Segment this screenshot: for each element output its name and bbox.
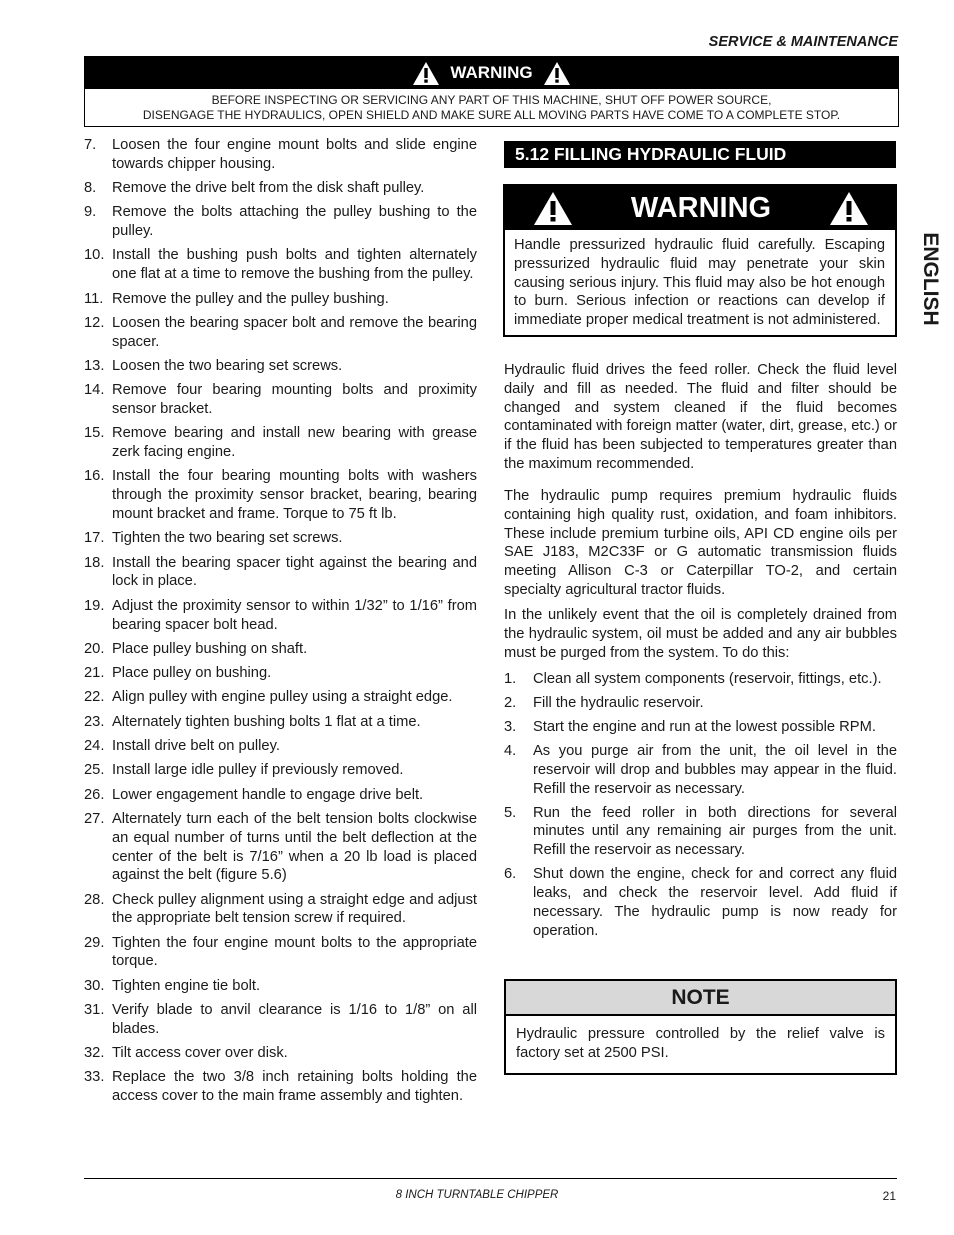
list-item — [84, 136, 477, 174]
list-item-text: Place pulley bushing on shaft. — [112, 640, 308, 657]
list-item — [84, 597, 477, 635]
list-item — [84, 1001, 477, 1039]
list-item-text: Alternately tighten bushing bolts 1 flat at a time. — [112, 713, 421, 730]
footer-rule — [84, 1178, 897, 1179]
list-item — [84, 761, 477, 780]
list-item-number: 2. — [504, 694, 517, 711]
list-item-number: 10. — [84, 247, 105, 264]
list-item-number: 21. — [84, 665, 105, 682]
list-item-number: 3. — [504, 718, 517, 735]
list-item-text: Remove the pulley and the pulley bushing. — [112, 290, 389, 307]
list-item — [84, 246, 477, 284]
list-item — [84, 688, 477, 707]
list-item — [84, 554, 477, 592]
list-item-number: 9. — [84, 204, 97, 221]
list-item-text: Install large idle pulley if previously removed. — [112, 762, 404, 779]
left-procedure-list — [84, 136, 477, 1112]
list-item-text: Install drive belt on pulley. — [112, 738, 280, 755]
list-item-text: Lower engagement handle to engage drive belt. — [112, 786, 424, 803]
list-item-text: Install the four bearing mounting bolts with washers through the proximity sensor bracket, bearing, bearing mount bracket and frame. Torque to 75 ft lb. — [112, 468, 477, 523]
list-item — [504, 718, 897, 737]
list-item-number: 5. — [504, 804, 517, 821]
list-item-text: Adjust the proximity sensor to within 1/32” to 1/16” from bearing spacer bolt head. — [112, 597, 477, 633]
list-item — [504, 804, 897, 860]
list-item — [84, 1068, 477, 1106]
list-item-number: 17. — [84, 530, 105, 547]
hydraulic-warning-box — [503, 184, 897, 337]
list-item-number: 29. — [84, 934, 105, 951]
list-item-text: Loosen the bearing spacer bolt and remove the bearing spacer. — [112, 314, 477, 350]
list-item — [84, 529, 477, 548]
list-item — [84, 977, 477, 996]
list-item-text: Remove the bolts attaching the pulley bushing to the pulley. — [112, 204, 477, 240]
list-item-number: 14. — [84, 382, 105, 399]
list-item — [84, 424, 477, 462]
list-item — [84, 381, 477, 419]
list-item-text: Install the bushing push bolts and tighten alternately one flat at a time to remove the bushing from the pulley. — [112, 247, 477, 283]
list-item — [84, 357, 477, 376]
language-tab-label: ENGLISH — [919, 232, 942, 326]
running-header: SERVICE & MAINTENANCE — [708, 34, 898, 50]
list-item-text: Replace the two 3/8 inch retaining bolts holding the access cover to the main frame assembly and tighten. — [112, 1069, 477, 1105]
list-item-number: 13. — [84, 357, 105, 374]
list-item-text: Shut down the engine, check for and correct any fluid leaks, and check the reservoir level. Add fluid if necessary. The hydraulic pump is now ready for operation. — [533, 866, 897, 939]
list-item-number: 33. — [84, 1069, 105, 1086]
list-item-number: 32. — [84, 1045, 105, 1062]
list-item-text: Check pulley alignment using a straight edge and adjust the appropriate belt tension screw if required. — [112, 891, 477, 927]
paragraph-fluid-check: Hydraulic fluid drives the feed roller. Check the fluid level daily and fill as needed. The fluid and filter should be changed and system cleaned if the fluid becomes contaminated with foreign matter (water, dirt, grease, etc.) or if the fluid has been subjected to temperatures greater than the maximum recommended. — [504, 362, 897, 472]
list-item — [504, 694, 897, 713]
list-item-number: 22. — [84, 689, 105, 706]
list-item-number: 12. — [84, 314, 105, 331]
list-item — [84, 314, 477, 352]
list-item-number: 7. — [84, 137, 97, 153]
list-item-number: 31. — [84, 1002, 105, 1019]
list-item-text: As you purge air from the unit, the oil level in the reservoir will drop and bubbles may appear in the fluid. Refill the reservoir as necessary. — [533, 742, 897, 797]
list-item-text: Remove the drive belt from the disk shaft pulley. — [112, 180, 425, 197]
list-item — [84, 203, 477, 241]
list-item-text: Remove four bearing mounting bolts and proximity sensor bracket. — [112, 382, 477, 418]
list-item-text: Tighten the four engine mount bolts to the appropriate torque. — [112, 934, 477, 970]
list-item — [84, 664, 477, 683]
list-item-text: Loosen the four engine mount bolts and slide engine towards chipper housing. — [112, 137, 477, 172]
list-item-number: 27. — [84, 810, 105, 827]
warning-icon — [412, 61, 440, 86]
warning-icon — [543, 61, 571, 86]
list-item — [84, 737, 477, 756]
hydraulic-warning-bar — [505, 186, 895, 230]
list-item-text: Alternately turn each of the belt tension bolts clockwise an equal number of turns until the belt deflection at the center of the belt is 7/16” when a 20 lb load is placed against the belt (figure 5.6) — [112, 810, 477, 884]
list-item — [84, 786, 477, 805]
list-item-text: Tighten the two bearing set screws. — [112, 530, 343, 547]
list-item-number: 28. — [84, 891, 105, 908]
list-item — [84, 891, 477, 929]
list-item-number: 23. — [84, 713, 105, 730]
footer-title: 8 INCH TURNTABLE CHIPPER — [395, 1189, 559, 1201]
section-heading: 5.12 FILLING HYDRAULIC FLUID — [504, 141, 896, 168]
list-item — [84, 467, 477, 523]
paragraph-purge-intro: In the unlikely event that the oil is completely drained from the hydraulic system, oil must be added and any air bubbles must be purged from the system. To do this: — [504, 607, 897, 661]
list-item-text: Loosen the two bearing set screws. — [112, 357, 343, 374]
list-item — [504, 742, 897, 798]
top-warning-text — [85, 89, 898, 126]
list-item — [84, 934, 477, 972]
list-item — [84, 810, 477, 885]
list-item-number: 18. — [84, 554, 105, 571]
warning-icon — [533, 191, 573, 226]
list-item — [84, 640, 477, 659]
top-warning-title: WARNING — [450, 63, 533, 82]
note-box — [504, 979, 897, 1075]
list-item — [84, 713, 477, 732]
list-item-number: 26. — [84, 786, 105, 803]
list-item-number: 4. — [504, 742, 517, 759]
list-item-text: Tighten engine tie bolt. — [112, 977, 261, 994]
list-item-number: 15. — [84, 425, 105, 442]
list-item-number: 24. — [84, 738, 105, 755]
list-item-number: 30. — [84, 977, 105, 994]
note-title: NOTE — [506, 981, 895, 1016]
list-item-text: Run the feed roller in both directions for several minutes until any remaining air purges from the unit. Refill the reservoir as necessary. — [533, 804, 897, 859]
top-warning-box — [84, 56, 899, 127]
list-item-number: 19. — [84, 597, 105, 614]
list-item-text: Tilt access cover over disk. — [112, 1045, 288, 1062]
list-item-text: Clean all system components (reservoir, fittings, etc.). — [533, 671, 882, 687]
list-item — [84, 1044, 477, 1063]
list-item — [504, 670, 897, 689]
list-item-number: 11. — [84, 290, 104, 307]
list-item-text: Start the engine and run at the lowest possible RPM. — [533, 718, 876, 735]
list-item-number: 8. — [84, 180, 97, 197]
list-item-text: Verify blade to anvil clearance is 1/16 to 1/8” on all blades. — [112, 1002, 477, 1037]
list-item-number: 16. — [84, 468, 105, 485]
list-item — [504, 865, 897, 940]
hydraulic-warning-title: WARNING — [630, 191, 772, 224]
list-item — [84, 290, 477, 309]
warning-icon — [829, 191, 869, 226]
top-warning-line: DISENGAGE THE HYDRAULICS, OPEN SHIELD AND MAKE SURE ALL MOVING PARTS HAVE COME TO A COMPLETE STOP. — [142, 108, 841, 122]
list-item-text: Fill the hydraulic reservoir. — [533, 694, 704, 711]
language-tab — [917, 224, 943, 334]
note-text: Hydraulic pressure controlled by the relief valve is factory set at 2500 PSI. — [516, 1026, 885, 1061]
list-item-number: 20. — [84, 640, 105, 657]
list-item-number: 25. — [84, 762, 105, 779]
top-warning-line: BEFORE INSPECTING OR SERVICING ANY PART OF THIS MACHINE, SHUT OFF POWER SOURCE, — [211, 93, 772, 107]
right-procedure-list — [504, 670, 897, 945]
list-item-text: Remove bearing and install new bearing with grease zerk facing engine. — [112, 425, 477, 461]
hydraulic-warning-text: Handle pressurized hydraulic fluid carefully. Escaping pressurized hydraulic fluid may penetrate your skin causing serious injury. This fluid may also be hot enough to burn. Serious infection or reactions can develop if immediate proper medical treatment is not administered. — [514, 237, 885, 329]
list-item-text: Align pulley with engine pulley using a straight edge. — [112, 689, 453, 706]
paragraph-fluid-spec: The hydraulic pump requires premium hydraulic fluids containing high quality rust, oxidation, and foam inhibitors. These include premium turbine oils, API CD engine oils per SAE J183, M2C33F or G automatic transmission fluids meeting Allison C-3 or Caterpillar TO-2, and certain specialty agricultural tractor fluids. — [504, 488, 897, 598]
top-warning-bar — [85, 57, 898, 89]
list-item — [84, 179, 477, 198]
list-item-number: 1. — [504, 671, 517, 687]
page-number: 21 — [882, 1189, 896, 1203]
list-item-text: Install the bearing spacer tight against the bearing and lock in place. — [112, 554, 477, 590]
list-item-text: Place pulley on bushing. — [112, 665, 272, 682]
list-item-number: 6. — [504, 866, 517, 883]
